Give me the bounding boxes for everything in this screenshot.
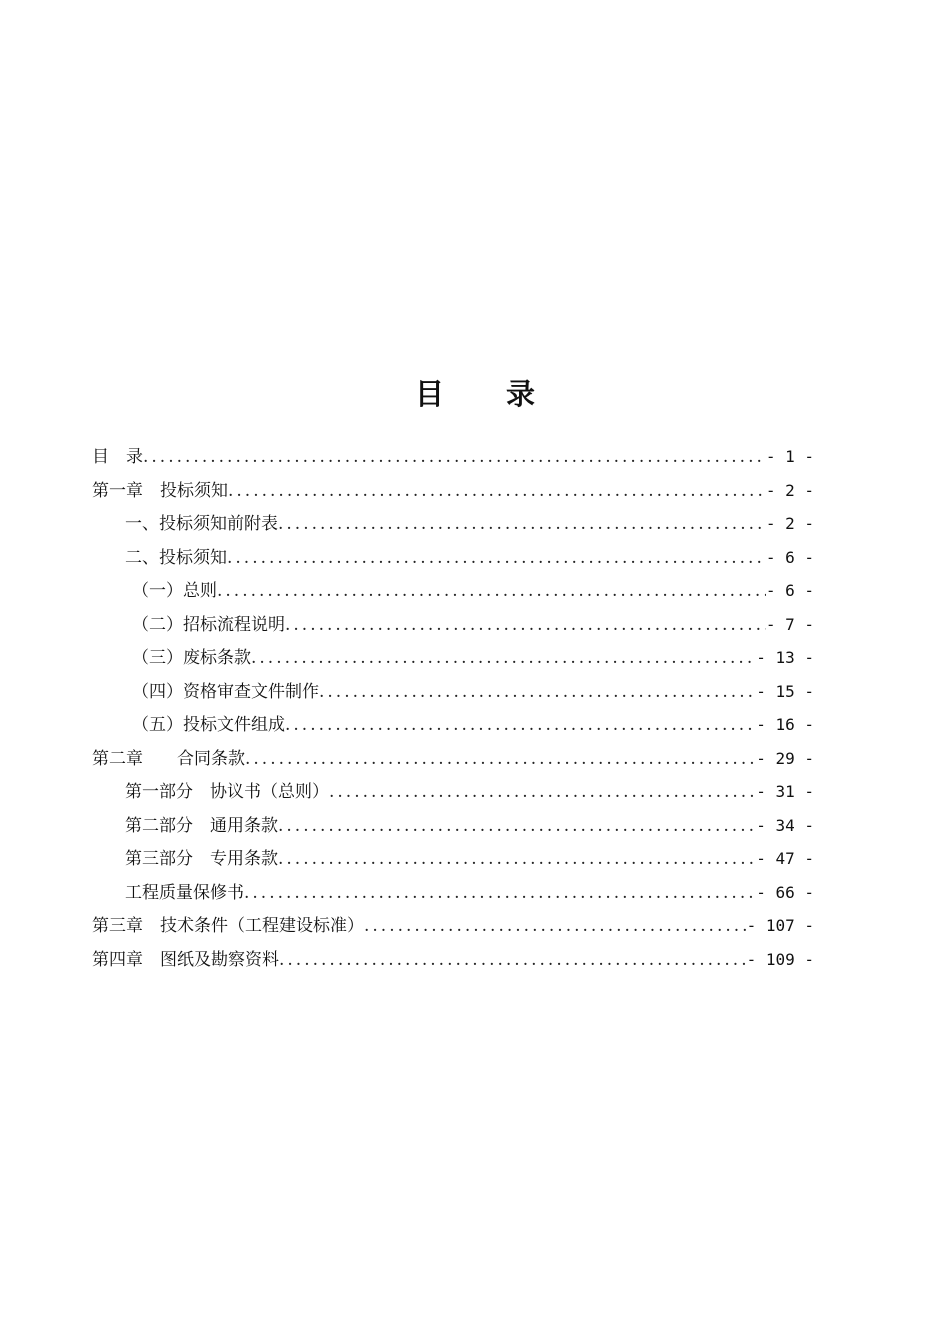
- toc-dot-leader: [228, 475, 766, 508]
- toc-entry-text: 第四章 图纸及勘察资料: [92, 949, 279, 970]
- toc-entry-text: 第一部分 协议书（总则）: [125, 782, 329, 802]
- toc-entry[interactable]: [92, 708, 814, 742]
- toc-entry[interactable]: [92, 943, 814, 977]
- toc-entry-text: 第一章 投标须知: [92, 480, 228, 501]
- toc-entry[interactable]: [92, 675, 814, 709]
- toc-entry-text: 第二部分 通用条款: [125, 815, 278, 836]
- toc-dot-leader: [278, 843, 756, 876]
- toc-page-number: - 15 -: [756, 681, 814, 701]
- toc-entry[interactable]: [92, 809, 814, 843]
- toc-dot-leader: [279, 944, 747, 977]
- toc-dot-leader: [285, 709, 756, 742]
- toc-dot-leader: [245, 743, 756, 776]
- toc-dot-leader: [329, 776, 756, 809]
- toc-page-number: - 31 -: [756, 782, 814, 801]
- toc-entry-text: 二、投标须知: [125, 547, 227, 568]
- toc-page-number: - 2 -: [765, 480, 814, 500]
- toc-page-number: - 47 -: [756, 849, 814, 868]
- toc-entry-text: 第三部分 专用条款: [125, 849, 278, 869]
- toc-page-number: - 66 -: [756, 882, 814, 902]
- toc-dot-leader: [217, 575, 766, 608]
- toc-dot-leader: [278, 810, 756, 843]
- toc-entry[interactable]: [92, 742, 814, 776]
- toc-entry[interactable]: [92, 541, 814, 575]
- toc-entry[interactable]: [92, 775, 814, 809]
- toc-entry[interactable]: [92, 608, 814, 642]
- toc-page-number: - 107 -: [746, 916, 814, 935]
- toc-dot-leader: [285, 609, 766, 642]
- toc-dot-leader: [244, 877, 756, 910]
- toc-entry-text: （一）总则: [132, 581, 217, 601]
- toc-entry-text: 第二章 合同条款: [92, 748, 245, 769]
- toc-entry-text: （四）资格审查文件制作: [132, 681, 319, 702]
- toc-entry[interactable]: [92, 440, 814, 474]
- table-of-contents: [92, 440, 814, 976]
- toc-entry[interactable]: [92, 842, 814, 876]
- toc-page-number: - 29 -: [756, 748, 814, 768]
- toc-entry-text: （二）招标流程说明: [132, 614, 285, 635]
- toc-entry[interactable]: [92, 574, 814, 608]
- toc-entry[interactable]: [92, 474, 814, 508]
- toc-dot-leader: [227, 542, 766, 575]
- toc-entry-text: 第三章 技术条件（工程建设标准）: [92, 916, 364, 936]
- toc-entry[interactable]: [92, 507, 814, 541]
- toc-dot-leader: [251, 642, 756, 675]
- toc-page-number: - 1 -: [765, 447, 814, 466]
- toc-entry[interactable]: [92, 641, 814, 675]
- toc-dot-leader: [319, 676, 756, 709]
- toc-page-number: - 16 -: [756, 715, 814, 734]
- toc-page-number: - 2 -: [765, 514, 814, 533]
- toc-entry-text: （三）废标条款: [132, 648, 251, 668]
- toc-page-number: - 34 -: [756, 815, 814, 835]
- toc-entry-text: 一、投标须知前附表: [125, 514, 278, 534]
- page-title: 目 录: [414, 377, 562, 411]
- toc-page-number: - 6 -: [765, 547, 814, 567]
- toc-page-number: - 109 -: [746, 949, 814, 969]
- toc-entry-text: 目 录: [92, 447, 143, 467]
- toc-page-number: - 13 -: [756, 648, 814, 667]
- toc-page-number: - 7 -: [765, 614, 814, 634]
- toc-entry[interactable]: [92, 909, 814, 943]
- toc-page-number: - 6 -: [765, 581, 814, 600]
- toc-dot-leader: [143, 441, 766, 474]
- toc-entry[interactable]: [92, 876, 814, 910]
- toc-dot-leader: [278, 508, 766, 541]
- toc-entry-text: 工程质量保修书: [125, 882, 244, 903]
- toc-dot-leader: [364, 910, 747, 943]
- toc-entry-text: （五）投标文件组成: [132, 715, 285, 735]
